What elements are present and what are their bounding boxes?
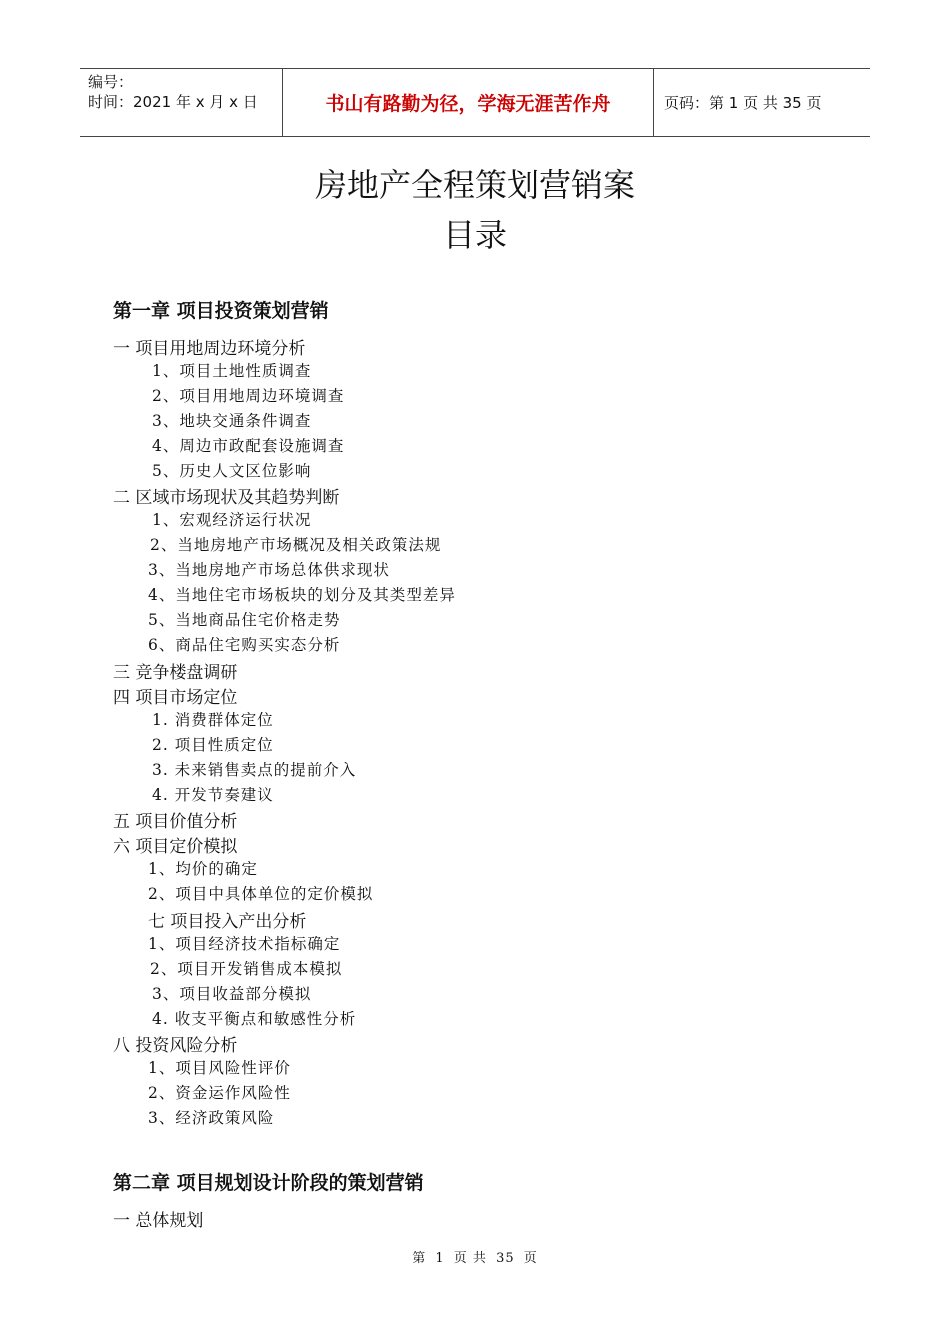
header-left-cell — [80, 69, 282, 136]
footer-mid: 页 共 — [453, 1251, 487, 1266]
toc-item: 4. 收支平衡点和敏感性分析 — [152, 1010, 357, 1028]
toc-item: 2. 项目性质定位 — [152, 736, 274, 754]
toc-item: 2、资金运作风险性 — [148, 1084, 291, 1102]
toc-item: 2、项目中具体单位的定价模拟 — [148, 885, 374, 903]
footer-prefix: 第 — [412, 1251, 427, 1266]
page-header — [80, 68, 870, 137]
toc-item: 5、当地商品住宅价格走势 — [148, 611, 341, 629]
footer-page-number: 1 — [435, 1251, 445, 1266]
footer-suffix: 页 — [523, 1251, 538, 1266]
toc-item: 6、商品住宅购买实态分析 — [148, 636, 341, 654]
section-heading: 四 项目市场定位 — [113, 688, 238, 708]
toc-item: 4. 开发节奏建议 — [152, 786, 274, 804]
toc-item: 1、项目经济技术指标确定 — [148, 935, 341, 953]
toc-item: 1、项目风险性评价 — [148, 1059, 291, 1077]
section-heading: 五 项目价值分析 — [113, 812, 238, 832]
section-heading: 六 项目定价模拟 — [113, 837, 238, 857]
footer-total-pages: 35 — [496, 1251, 515, 1266]
document-title: 房地产全程策划营销案 — [314, 166, 635, 204]
section-heading: 三 竞争楼盘调研 — [113, 663, 238, 683]
motto: 书山有路勤为径，学海无涯苦作舟 — [282, 69, 654, 136]
toc-item: 2、项目开发销售成本模拟 — [150, 960, 343, 978]
section-heading: 二 区域市场现状及其趋势判断 — [113, 488, 340, 508]
toc-item: 3、当地房地产市场总体供求现状 — [148, 561, 390, 579]
toc-item: 2、当地房地产市场概况及相关政策法规 — [150, 536, 442, 554]
toc-item: 3、地块交通条件调查 — [152, 412, 312, 430]
section-heading: 八 投资风险分析 — [113, 1036, 238, 1056]
toc-item: 1、项目土地性质调查 — [152, 362, 312, 380]
toc-title: 目录 — [442, 216, 507, 254]
date-label: 时间：2021 年 x 月 x 日 — [88, 93, 258, 111]
section-heading: 一 总体规划 — [113, 1211, 204, 1231]
code-label: 编号： — [88, 73, 134, 91]
chapter-2-heading: 第二章 项目规划设计阶段的策划营销 — [113, 1172, 424, 1194]
toc-item: 3. 未来销售卖点的提前介入 — [152, 761, 357, 779]
page-info: 页码：第 1 页 共 35 页 — [664, 94, 822, 112]
chapter-1-heading: 第一章 项目投资策划营销 — [113, 300, 329, 322]
toc-item: 2、项目用地周边环境调查 — [152, 387, 345, 405]
toc-item: 4、周边市政配套设施调查 — [152, 437, 345, 455]
toc-item: 3、经济政策风险 — [148, 1109, 275, 1127]
toc-item: 5、历史人文区位影响 — [152, 462, 312, 480]
page-footer — [0, 1247, 950, 1266]
toc-item: 1、均价的确定 — [148, 860, 258, 878]
section-heading: 一 项目用地周边环境分析 — [113, 339, 306, 359]
section-heading: 七 项目投入产出分析 — [148, 912, 307, 932]
toc-item: 1. 消费群体定位 — [152, 711, 274, 729]
toc-item: 1、宏观经济运行状况 — [152, 511, 312, 529]
toc-item: 4、当地住宅市场板块的划分及其类型差异 — [148, 586, 456, 604]
toc-item: 3、项目收益部分模拟 — [152, 985, 312, 1003]
